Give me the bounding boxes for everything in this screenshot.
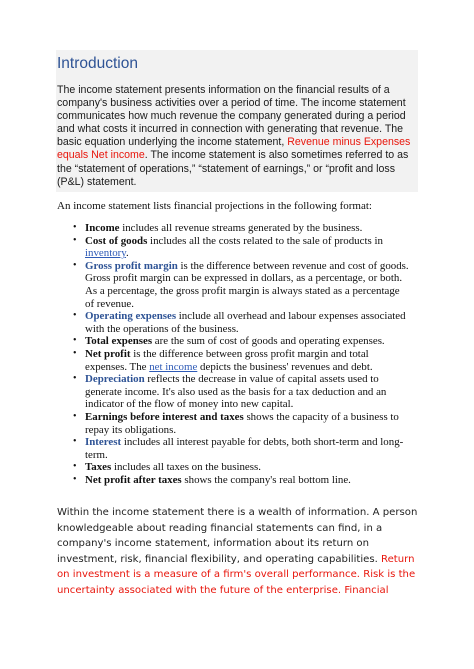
term-label: Earnings before interest and taxes (85, 410, 244, 423)
bullet-icon: • (73, 234, 77, 246)
bullet-icon: • (73, 222, 77, 233)
list-item (0, 411, 410, 436)
term-label-link[interactable]: Operating expenses (85, 310, 177, 323)
intro-heading: Introduction (57, 55, 138, 72)
term-description: includes all revenue streams generated by the business. (119, 222, 363, 234)
list-item (0, 436, 410, 461)
inventory-link[interactable]: inventory (85, 247, 127, 260)
bullet-icon: • (73, 373, 77, 385)
term-description: shows the company's real bottom line. (181, 473, 351, 486)
bullet-icon: • (73, 436, 77, 448)
income-statement-terms-list (0, 222, 474, 486)
bullet-icon: • (73, 310, 77, 322)
list-item (0, 260, 410, 310)
lead-sentence: An income statement lists financial projections in the following format: (57, 200, 372, 212)
term-description: are the sum of cost of goods and operating expenses. (152, 335, 385, 348)
list-item (0, 373, 410, 411)
term-description: include all overhead and labour expenses associated with the operations of the business. (85, 310, 406, 335)
list-item (0, 310, 410, 335)
term-description: includes all the costs related to the sale of products in (147, 234, 383, 247)
term-label: Net profit (85, 347, 131, 360)
term-label: Income (85, 222, 120, 234)
closing-paragraph (57, 505, 419, 599)
intro-equation-highlight: Revenue minus Expenses equals Net income (57, 136, 411, 162)
term-description: includes all interest payable for debts, both short-term and long-term. (85, 436, 404, 461)
term-label: Net profit after taxes (85, 473, 182, 486)
closing-highlight: Return on investment is a measure of a firm's overall performance. Risk is the uncertainty associated with the future of the enterprise. Financial (57, 553, 416, 596)
bullet-icon: • (73, 410, 77, 422)
term-description-end: depicts the business' revenues and debt. (197, 360, 373, 373)
term-label-link[interactable]: Gross profit margin (85, 259, 178, 272)
term-label: Taxes (85, 461, 112, 474)
term-description: is the difference between revenue and cost of goods. Gross profit margin can be expressed in dollars, as a percentage, or both. As a percentage, the gross profit margin is always stated as a percentage of revenue. (85, 259, 409, 310)
intro-text-after: . The income statement is also sometimes referred to as the “statement of operations,” “statement of earnings,” or “profit and loss (P&L) statement. (57, 149, 409, 188)
net-income-link[interactable]: net income (149, 360, 198, 373)
list-item (0, 335, 410, 348)
intro-paragraph (57, 84, 417, 189)
bullet-icon: • (73, 473, 77, 485)
intro-text-before: The income statement presents information on the financial results of a company's business activities over a period of time. The income statement communicates how much revenue the company generated during a period and what costs it incurred in connection with generating that revenue. The basic equation underlying the income statement, (57, 84, 406, 149)
bullet-icon: • (73, 461, 77, 473)
list-item (0, 474, 410, 487)
term-description: is the difference between gross profit margin and total expenses. The (85, 347, 369, 373)
list-item (0, 222, 410, 235)
bullet-icon: • (73, 259, 77, 271)
term-label: Total expenses (85, 335, 153, 348)
bullet-icon: • (73, 335, 77, 347)
closing-text: Within the income statement there is a wealth of information. A person knowledgeable about reading financial statements can find, in a company's income statement, information about its return on investment, risk, financial flexibility, and operating capabilities. (57, 507, 418, 565)
list-item (0, 461, 410, 474)
list-item (0, 348, 410, 373)
term-label: Cost of goods (85, 234, 148, 247)
term-label-link[interactable]: Depreciation (85, 373, 145, 386)
list-item (0, 235, 410, 260)
term-description-end: . (126, 247, 129, 260)
term-label-link[interactable]: Interest (85, 436, 122, 449)
term-description: reflects the decrease in value of capital assets used to generate income. It's also used as the basis for a tax deduction and an indicator of the flow of money into new capital. (85, 373, 387, 411)
term-description: shows the capacity of a business to repay its obligations. (85, 410, 399, 436)
term-description: includes all taxes on the business. (111, 461, 261, 474)
bullet-icon: • (73, 347, 77, 359)
